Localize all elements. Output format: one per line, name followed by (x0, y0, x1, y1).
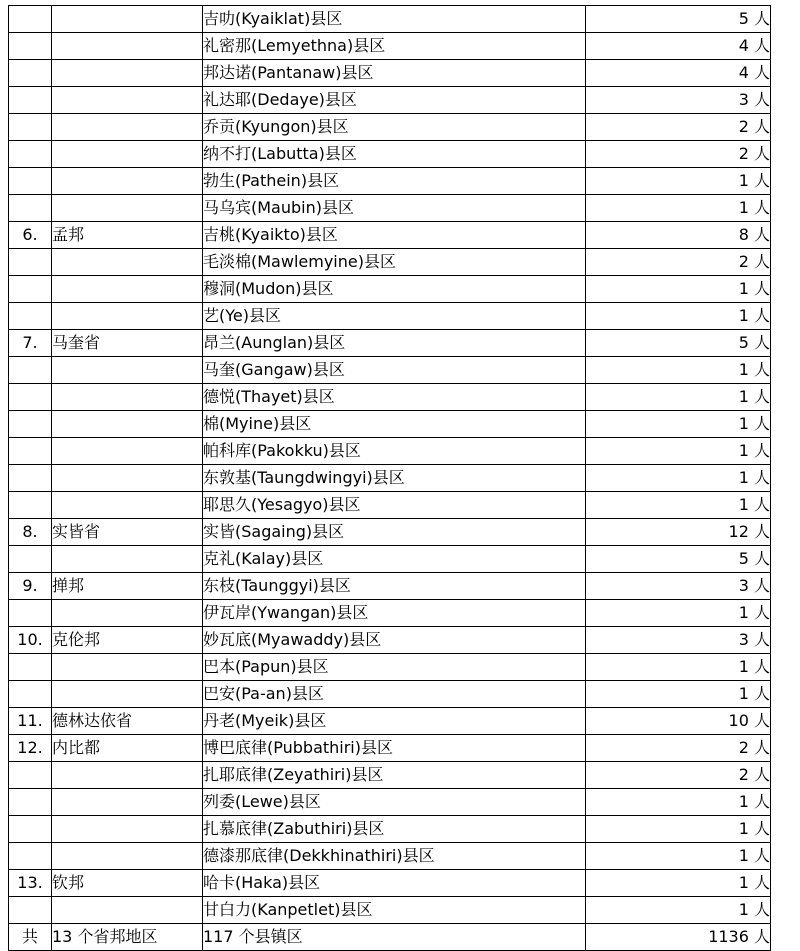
table-row (9, 330, 771, 357)
row-number (9, 843, 52, 870)
district-cell: 勃生(Pathein)县区 (203, 168, 586, 195)
row-number: 8. (9, 519, 52, 546)
province-cell (52, 141, 203, 168)
row-number (9, 114, 52, 141)
province-cell: 实皆省 (52, 519, 203, 546)
row-number (9, 33, 52, 60)
count-cell: 3 人 (586, 87, 771, 114)
province-cell (52, 114, 203, 141)
table-row (9, 384, 771, 411)
province-cell (52, 33, 203, 60)
count-cell: 1 人 (586, 276, 771, 303)
count-cell: 1 人 (586, 870, 771, 897)
province-cell (52, 465, 203, 492)
table-row (9, 249, 771, 276)
district-cell: 吉桃(Kyaikto)县区 (203, 222, 586, 249)
district-cell: 吉叻(Kyaiklat)县区 (203, 6, 586, 33)
province-cell: 掸邦 (52, 573, 203, 600)
province-cell (52, 600, 203, 627)
table-row (9, 87, 771, 114)
table-row (9, 897, 771, 924)
count-cell: 2 人 (586, 249, 771, 276)
table-row (9, 141, 771, 168)
province-cell (52, 897, 203, 924)
district-cell: 伊瓦岸(Ywangan)县区 (203, 600, 586, 627)
district-cell: 乔贡(Kyungon)县区 (203, 114, 586, 141)
row-number (9, 654, 52, 681)
district-cell: 马奎(Gangaw)县区 (203, 357, 586, 384)
count-cell: 1 人 (586, 384, 771, 411)
count-cell: 1 人 (586, 816, 771, 843)
province-cell (52, 681, 203, 708)
district-cell: 棉(Myine)县区 (203, 411, 586, 438)
table-row (9, 114, 771, 141)
row-number (9, 141, 52, 168)
province-cell (52, 384, 203, 411)
table-row (9, 843, 771, 870)
row-number (9, 762, 52, 789)
province-cell (52, 843, 203, 870)
table-row (9, 870, 771, 897)
row-number (9, 357, 52, 384)
count-cell: 1 人 (586, 438, 771, 465)
table-row (9, 735, 771, 762)
table-row (9, 816, 771, 843)
count-cell: 3 人 (586, 627, 771, 654)
row-number (9, 168, 52, 195)
province-cell (52, 789, 203, 816)
count-cell: 1 人 (586, 492, 771, 519)
district-cell: 礼达耶(Dedaye)县区 (203, 87, 586, 114)
count-cell: 1 人 (586, 681, 771, 708)
total-districts: 117 个县镇区 (203, 924, 586, 951)
district-cell: 东敦基(Taungdwingyi)县区 (203, 465, 586, 492)
province-cell: 孟邦 (52, 222, 203, 249)
province-cell (52, 816, 203, 843)
table-row (9, 627, 771, 654)
province-cell (52, 762, 203, 789)
count-cell: 1 人 (586, 357, 771, 384)
province-cell (52, 6, 203, 33)
district-table (8, 5, 771, 951)
count-cell: 4 人 (586, 33, 771, 60)
row-number (9, 465, 52, 492)
district-cell: 博巴底律(Pubbathiri)县区 (203, 735, 586, 762)
district-cell: 丹老(Myeik)县区 (203, 708, 586, 735)
province-cell: 克伦邦 (52, 627, 203, 654)
count-cell: 5 人 (586, 546, 771, 573)
total-count: 1136 人 (586, 924, 771, 951)
row-number (9, 681, 52, 708)
table-row (9, 357, 771, 384)
table-row (9, 600, 771, 627)
table-row (9, 168, 771, 195)
count-cell: 1 人 (586, 303, 771, 330)
count-cell: 1 人 (586, 168, 771, 195)
district-cell: 帕科库(Pakokku)县区 (203, 438, 586, 465)
district-cell: 艺(Ye)县区 (203, 303, 586, 330)
row-number: 11. (9, 708, 52, 735)
table-row (9, 519, 771, 546)
row-number (9, 276, 52, 303)
province-cell: 德林达依省 (52, 708, 203, 735)
province-cell (52, 546, 203, 573)
count-cell: 1 人 (586, 411, 771, 438)
table-row (9, 60, 771, 87)
row-number: 7. (9, 330, 52, 357)
row-number (9, 384, 52, 411)
row-number (9, 195, 52, 222)
count-cell: 8 人 (586, 222, 771, 249)
row-number (9, 438, 52, 465)
total-row (9, 924, 771, 951)
row-number (9, 816, 52, 843)
province-cell (52, 492, 203, 519)
count-cell: 1 人 (586, 897, 771, 924)
count-cell: 1 人 (586, 654, 771, 681)
district-cell: 德悦(Thayet)县区 (203, 384, 586, 411)
row-number: 6. (9, 222, 52, 249)
district-cell: 甘白力(Kanpetlet)县区 (203, 897, 586, 924)
district-cell: 列委(Lewe)县区 (203, 789, 586, 816)
table-row (9, 708, 771, 735)
district-cell: 哈卡(Haka)县区 (203, 870, 586, 897)
province-cell (52, 195, 203, 222)
row-number: 10. (9, 627, 52, 654)
district-cell: 纳不打(Labutta)县区 (203, 141, 586, 168)
row-number (9, 249, 52, 276)
row-number (9, 87, 52, 114)
district-cell: 昂兰(Aunglan)县区 (203, 330, 586, 357)
table-row (9, 546, 771, 573)
district-cell: 邦达诺(Pantanaw)县区 (203, 60, 586, 87)
row-number (9, 303, 52, 330)
province-cell (52, 654, 203, 681)
district-cell: 耶思久(Yesagyo)县区 (203, 492, 586, 519)
district-cell: 马乌宾(Maubin)县区 (203, 195, 586, 222)
province-cell (52, 168, 203, 195)
total-provinces: 13 个省邦地区 (52, 924, 203, 951)
table-row (9, 465, 771, 492)
table-row (9, 762, 771, 789)
province-cell (52, 438, 203, 465)
table-body (9, 6, 771, 924)
province-cell (52, 249, 203, 276)
row-number (9, 60, 52, 87)
table-row (9, 411, 771, 438)
row-number (9, 411, 52, 438)
district-cell: 巴本(Papun)县区 (203, 654, 586, 681)
province-cell (52, 357, 203, 384)
district-cell: 东枝(Taunggyi)县区 (203, 573, 586, 600)
district-cell: 实皆(Sagaing)县区 (203, 519, 586, 546)
table-row (9, 222, 771, 249)
row-number (9, 6, 52, 33)
district-cell: 扎耶底律(Zeyathiri)县区 (203, 762, 586, 789)
province-cell: 内比都 (52, 735, 203, 762)
row-number (9, 546, 52, 573)
district-cell: 巴安(Pa-an)县区 (203, 681, 586, 708)
province-cell (52, 276, 203, 303)
province-cell (52, 411, 203, 438)
table-row (9, 681, 771, 708)
row-number: 9. (9, 573, 52, 600)
table-row (9, 276, 771, 303)
province-cell (52, 87, 203, 114)
province-cell (52, 303, 203, 330)
count-cell: 2 人 (586, 114, 771, 141)
province-cell (52, 60, 203, 87)
row-number: 13. (9, 870, 52, 897)
count-cell: 2 人 (586, 141, 771, 168)
province-cell: 马奎省 (52, 330, 203, 357)
row-number: 12. (9, 735, 52, 762)
table-row (9, 573, 771, 600)
district-cell: 扎慕底律(Zabuthiri)县区 (203, 816, 586, 843)
count-cell: 4 人 (586, 60, 771, 87)
count-cell: 1 人 (586, 195, 771, 222)
table-row (9, 438, 771, 465)
count-cell: 5 人 (586, 6, 771, 33)
district-cell: 德漆那底律(Dekkhinathiri)县区 (203, 843, 586, 870)
count-cell: 1 人 (586, 600, 771, 627)
district-cell: 礼密那(Lemyethna)县区 (203, 33, 586, 60)
district-cell: 毛淡棉(Mawlemyine)县区 (203, 249, 586, 276)
count-cell: 3 人 (586, 573, 771, 600)
table-row (9, 492, 771, 519)
table-row (9, 789, 771, 816)
count-cell: 10 人 (586, 708, 771, 735)
district-cell: 妙瓦底(Myawaddy)县区 (203, 627, 586, 654)
table-row (9, 6, 771, 33)
count-cell: 5 人 (586, 330, 771, 357)
count-cell: 12 人 (586, 519, 771, 546)
district-cell: 穆洞(Mudon)县区 (203, 276, 586, 303)
row-number (9, 600, 52, 627)
row-number (9, 492, 52, 519)
district-cell: 克礼(Kalay)县区 (203, 546, 586, 573)
table-row (9, 303, 771, 330)
table-row (9, 195, 771, 222)
count-cell: 1 人 (586, 843, 771, 870)
table-row (9, 33, 771, 60)
count-cell: 1 人 (586, 465, 771, 492)
count-cell: 1 人 (586, 789, 771, 816)
province-cell: 钦邦 (52, 870, 203, 897)
row-number (9, 897, 52, 924)
count-cell: 2 人 (586, 762, 771, 789)
table-row (9, 654, 771, 681)
count-cell: 2 人 (586, 735, 771, 762)
row-number (9, 789, 52, 816)
total-label: 共 (9, 924, 52, 951)
